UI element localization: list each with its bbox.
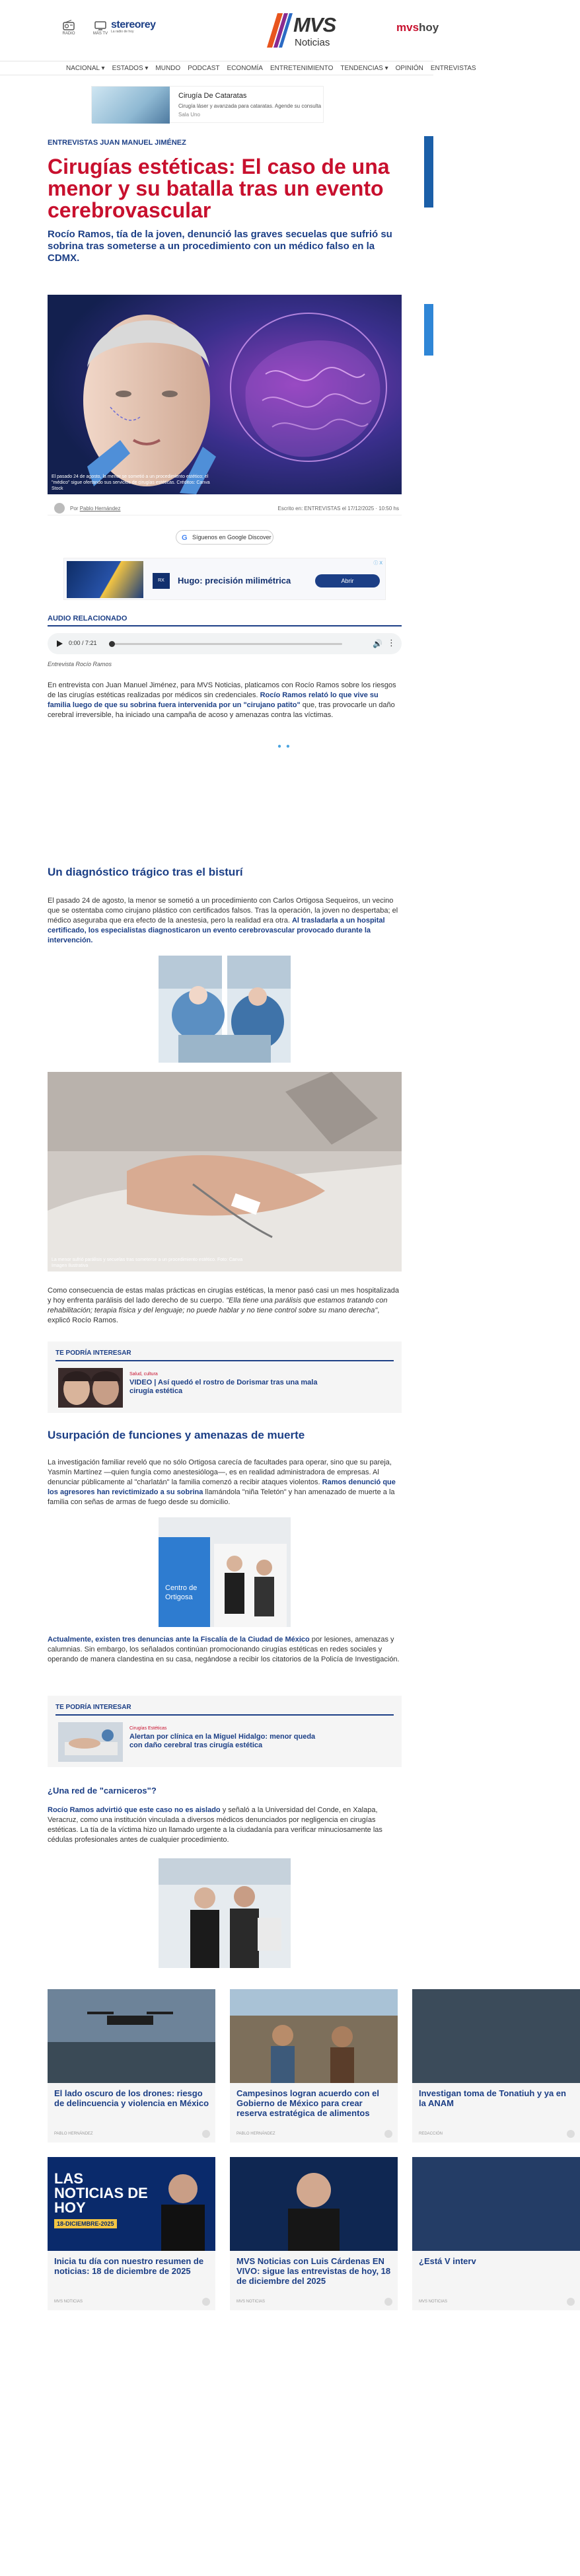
news-card-title[interactable]: MVS Noticias con Luis Cárdenas EN VIVO: sigue las entrevistas de hoy, 18 de diciembre del 2025 [236, 2256, 391, 2286]
inline-image-surgery [159, 956, 291, 1063]
news-card[interactable] [230, 1989, 398, 2142]
mid-ad-logo: RX [153, 573, 170, 589]
mvshoy-text: mvs [396, 21, 419, 34]
hero-illustration [48, 295, 402, 494]
related-divider [55, 1360, 394, 1361]
farmers-illustration [230, 1989, 398, 2083]
section-heading-amenazas: Usurpación de funciones y amenazas de muerte [48, 1429, 305, 1441]
mvshoy-suffix: hoy [419, 21, 439, 34]
related-title[interactable]: VIDEO | Así quedó el rostro de Dorismar tras una mala cirugía estética [129, 1379, 318, 1395]
investigation-illustration [412, 1989, 580, 2083]
nav-item-0[interactable]: NACIONAL ▾ [66, 64, 105, 72]
inline-image-clinic [159, 1517, 291, 1627]
news-card[interactable] [230, 2157, 398, 2310]
related-article-1[interactable] [48, 1342, 402, 1413]
byline [48, 501, 402, 515]
svg-text:Centro de: Centro de [165, 1584, 198, 1592]
related-title[interactable]: Alertan por clínica en la Miguel Hidalgo: menor queda con daño cerebral tras cirugía estética [129, 1733, 316, 1749]
news-card[interactable] [412, 1989, 580, 2142]
body-paragraph-4: La investigación familiar reveló que no sólo Ortigosa carecía de facultades para operar, sino que su pareja, Yasmín Martínez —quien fungía como anestesióloga—, es en realidad administradora de empresas. Al denunciar públicamente al "charlatán" la familia comenzó a recibir ataques violentos. Ramos denunció que los agresores han revictimizado a su sobrina llamándola "niña Teletón" y han amenazado de muerte a la familia con señas de armas de fuego desde su domicilio. [48, 1458, 396, 1506]
share-icon[interactable] [202, 2298, 210, 2306]
news-card-author: PABLO HERNÁNDEZ [236, 2132, 275, 2136]
related-label: TE PODRÍA INTERESAR [55, 1704, 131, 1711]
news-card-footer [236, 2132, 392, 2136]
play-icon[interactable] [57, 640, 63, 647]
news-card-footer [236, 2300, 392, 2304]
nav-item-7[interactable]: OPINIÓN [395, 64, 423, 72]
logo-sub-text: Noticias [295, 37, 330, 48]
news-banner-date: 18-DICIEMBRE-2025 [54, 2219, 117, 2228]
share-icon[interactable] [384, 2130, 392, 2138]
doctors-illustration [159, 1858, 291, 1968]
mid-ad-open-button[interactable]: Abrir [315, 574, 380, 587]
news-card-footer [419, 2300, 575, 2304]
related-label: TE PODRÍA INTERESAR [55, 1349, 131, 1357]
google-icon: G [182, 534, 188, 542]
site-header [0, 0, 439, 58]
news-card-author: PABLO HERNÁNDEZ [54, 2132, 93, 2136]
hero-image [48, 295, 402, 494]
body-paragraph-2: El pasado 24 de agosto, la menor se sometió a un procedimiento con Carlos Ortigosa Sequeiros, un vecino que se ostentaba como cirujano plástico con certificados falsos. Tras la operación, la joven no despertaba; el médico aseguraba que era efecto de la anestesia, pero la realidad era otra. Al trasladarla a un hospital certificado, los especialistas diagnosticaron un evento cerebrovascular provocado durante la intervención. [48, 897, 398, 944]
news-card-author: MVS NOTICIAS [419, 2300, 448, 2304]
audio-progress-bar[interactable] [111, 643, 342, 645]
news-card[interactable] [48, 2157, 215, 2310]
inline-image-doctors [159, 1858, 291, 1968]
nav-item-5[interactable]: ENTRETENIMIENTO [270, 64, 334, 72]
related-article-2[interactable] [48, 1696, 402, 1767]
loading-dots-icon: ● ● [277, 743, 291, 750]
news-card-author: MVS NOTICIAS [54, 2300, 83, 2304]
nav-item-8[interactable]: ENTREVISTAS [430, 64, 476, 72]
nav-item-4[interactable]: ECONOMÍA [227, 64, 263, 72]
inline-image-patient [48, 1072, 402, 1271]
side-ad-rail-2[interactable] [424, 304, 433, 356]
news-card-title[interactable]: Campesinos logran acuerdo con el Gobierno de México para crear reserva estratégica de alimentos [236, 2088, 379, 2118]
ad-description: Cirugía láser y avanzada para cataratas. Agende su consulta [178, 103, 322, 109]
body-paragraph-5: Actualmente, existen tres denuncias ante la Fiscalía de la Ciudad de México por lesiones, amenazas y calumnias. Sin embargo, los señalados continúan promocionando cirugías estéticas en redes sociales y operando de manera clandestina en su casa, negándose a recibir los citatorios de la Policía de Investigación. [48, 1636, 400, 1663]
radio-link[interactable] [61, 20, 77, 40]
news-card-title[interactable]: ¿Está V interv [419, 2256, 476, 2266]
news-card-image [412, 2157, 580, 2251]
author-link[interactable]: Pablo Hernández [79, 506, 121, 511]
news-card-image [48, 1989, 215, 2083]
news-card-author: REDACCIÓN [419, 2132, 443, 2136]
author-avatar [54, 503, 65, 513]
more-news-grid [48, 1989, 566, 2412]
news-card-footer [54, 2132, 210, 2136]
google-discover-button[interactable] [176, 530, 273, 545]
news-card-title[interactable]: El lado oscuro de los drones: riesgo de delincuencia y violencia en México [54, 2088, 209, 2108]
news-card-title[interactable]: Investigan toma de Tonatiuh y ya en la ANAM [419, 2088, 566, 2108]
mid-ad-text: Hugo: precisión milimétrica [178, 576, 291, 586]
section-heading-red: ¿Una red de "carniceros"? [48, 1786, 157, 1796]
main-nav [0, 61, 476, 75]
ad-title: Cirugía De Cataratas [178, 92, 247, 100]
nav-item-6[interactable]: TENDENCIAS ▾ [340, 64, 388, 72]
byline-prefix: Por [70, 506, 79, 511]
audio-time: 0:00 / 7:21 [69, 640, 97, 646]
logo-mark-icon [266, 12, 293, 49]
mvs-noticias-logo[interactable] [264, 9, 344, 52]
anchor-illustration [153, 2164, 213, 2251]
surgery-illustration [159, 956, 291, 1063]
radio-label: RADIO [62, 32, 75, 36]
logo-main-text: MVS [293, 13, 336, 36]
mid-ad-image [67, 561, 143, 598]
ad-thumbnail [92, 87, 170, 124]
news-card-footer [54, 2300, 210, 2304]
article-title: Cirugías estéticas: El caso de una menor y su batalla tras un evento cerebrovascular [48, 155, 390, 222]
more-options-icon[interactable]: ⋮ [387, 638, 396, 648]
body-paragraph-6: Rocío Ramos advirtió que este caso no es aislado y señaló a la Universidad del Conde, en Xalapa, Veracruz, como una institución vinculada a diversos médicos denunciados por negligencia en cirugías estéticas. La tía de la víctima hizo un llamado urgente a la ciudadanía para verificar minuciosamente las cédulas profesionales antes de cualquier procedimiento. [48, 1806, 382, 1844]
ad-sponsor: Sala Uno [178, 112, 200, 118]
patient-illustration [48, 1072, 402, 1271]
drone-illustration [48, 1989, 215, 2083]
related-thumbnail[interactable] [58, 1722, 123, 1762]
audio-player[interactable] [48, 633, 402, 654]
related-thumb-illustration [58, 1368, 123, 1408]
share-icon[interactable] [567, 2130, 575, 2138]
news-card-author: MVS NOTICIAS [236, 2300, 266, 2304]
stereorey-logo[interactable] [111, 19, 156, 34]
svg-text:Ortigosa: Ortigosa [165, 1593, 193, 1601]
news-card[interactable] [412, 2157, 580, 2310]
article-kicker[interactable]: ENTREVISTAS JUAN MANUEL JIMÉNEZ [48, 139, 186, 147]
mvshoy-link[interactable] [396, 21, 439, 34]
related-category[interactable]: Salud, cultura [129, 1372, 158, 1377]
news-card-image [412, 1989, 580, 2083]
clinic-illustration [159, 1517, 291, 1627]
related-divider [55, 1714, 394, 1716]
share-icon[interactable] [202, 2130, 210, 2138]
news-banner-text: LAS NOTICIAS DE HOY [54, 2170, 148, 2216]
nav-item-1[interactable]: ESTADOS ▾ [112, 64, 149, 72]
body-paragraph-1: En entrevista con Juan Manuel Jiménez, para MVS Noticias, platicamos con Rocío Ramos sobre los riesgos de las cirugías estéticas realizadas por médicos sin credenciales. Rocío Ramos relató lo que vive su familia luego de que su sobrina fuera intervenida por un "cirujano patito" que, tras provocarle un daño cerebral irreversible, ha iniciado una campaña de acoso y amenazas contra las víctimas. [48, 681, 396, 719]
adchoices-icon[interactable]: ⓘ X [373, 561, 382, 566]
byline-date: Escrito en: ENTREVISTAS el 17/12/2025 · 10:50 hs [277, 506, 399, 511]
news-card-title[interactable]: Inicia tu día con nuestro resumen de noticias: 18 de diciembre de 2025 [54, 2256, 204, 2276]
mid-ad[interactable] [63, 558, 386, 600]
news-card-footer [419, 2132, 575, 2136]
tv-label: MÁS TV [92, 32, 108, 36]
section-heading-diagnostico: Un diagnóstico trágico tras el bisturí [48, 866, 243, 878]
stereorey-text: stereorey [111, 19, 156, 30]
body-paragraph-3: Como consecuencia de estas malas prácticas en cirugías estéticas, la menor pasó casi un mes hospitalizada y hoy enfrenta parálisis del lado derecho de su cuerpo. "Ella tiene una parálisis que estamos tratando con rehabilitación; terapia física y del lenguaje; no puede hablar y no tiene control sobre su mano derecha", explicó Rocío Ramos. [48, 1287, 399, 1324]
related-category[interactable]: Cirugías Estéticas [129, 1726, 167, 1731]
google-discover-label: Síguenos en Google Discover [192, 534, 272, 541]
side-ad-rail[interactable] [424, 136, 433, 208]
related-thumb-illustration [58, 1722, 123, 1762]
news-card-image [48, 2157, 215, 2251]
article-dek: Rocío Ramos, tía de la joven, denunció las graves secuelas que sufrió su sobrina tras someterse a un procedimiento con un médico falso en la CDMX. [48, 229, 392, 264]
top-ad[interactable] [91, 86, 324, 123]
live-illustration [412, 2157, 580, 2251]
hero-caption: El pasado 24 de agosto, la menor se sometió a un procedimiento estético; el "médico" sigue ofertando sus servicios de cirugías estéticas. Créditos: Canva Stock [52, 474, 210, 491]
audio-caption: Entrevista Rocío Ramos [48, 661, 112, 667]
volume-icon[interactable]: 🔊 [373, 639, 382, 648]
anchor-studio-illustration [230, 2157, 398, 2251]
nav-item-3[interactable]: PODCAST [188, 64, 220, 72]
inline-image-patient-caption: La menor sufrió parálisis y secuelas tras someterse a un procedimiento estético. Foto: Canva Imagen Ilustrativa [52, 1258, 243, 1268]
audio-heading: AUDIO RELACIONADO [48, 615, 402, 626]
related-thumbnail[interactable] [58, 1368, 123, 1408]
news-card-image [230, 2157, 398, 2251]
news-card-image [230, 1989, 398, 2083]
stereorey-sub: La radio de hoy [111, 30, 134, 34]
tv-link[interactable] [92, 20, 108, 40]
share-icon[interactable] [567, 2298, 575, 2306]
share-icon[interactable] [384, 2298, 392, 2306]
radio-icon [63, 20, 75, 30]
byline-author [70, 506, 121, 511]
nav-item-2[interactable]: MUNDO [155, 64, 181, 72]
news-card[interactable] [48, 1989, 215, 2142]
tv-icon [94, 20, 106, 30]
